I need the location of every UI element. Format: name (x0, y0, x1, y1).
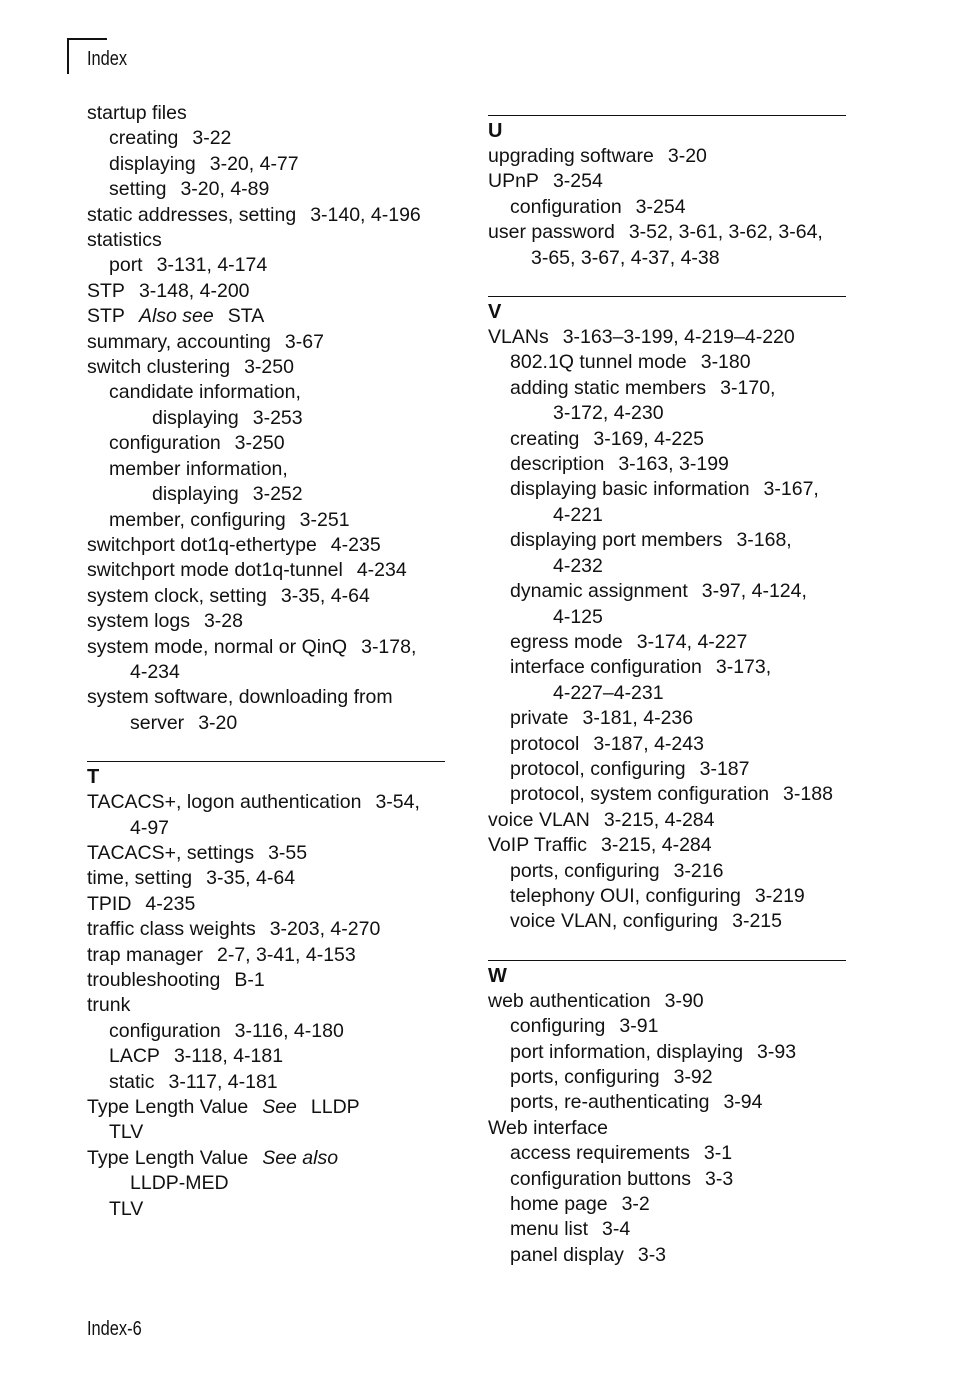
index-entry: 802.1Q tunnel mode 3-180 (510, 351, 751, 374)
index-entry: private 3-181, 4-236 (510, 707, 694, 730)
index-entry: static addresses, setting 3-140, 4-196 (87, 203, 421, 226)
index-entry: STP 3-148, 4-200 (87, 279, 250, 302)
index-entry: adding static members 3-170, (510, 376, 776, 399)
index-entry: displaying port members 3-168, (510, 529, 792, 552)
index-entry: interface configuration 3-173, (510, 656, 772, 679)
index-entry: ports, configuring 3-216 (510, 859, 724, 882)
index-entry-continuation: TLV (109, 1121, 144, 1144)
index-entry: trap manager 2-7, 3-41, 4-153 (87, 943, 356, 966)
index-entry: member, configuring 3-251 (109, 508, 350, 531)
index-entry: menu list 3-4 (510, 1218, 631, 1241)
section-t (87, 790, 447, 1222)
section-divider (87, 761, 445, 762)
index-entry: TPID 4-235 (87, 892, 196, 915)
index-entry: configuring 3-91 (510, 1015, 659, 1038)
index-entry: displaying basic information 3-167, (510, 478, 819, 501)
index-entry: creating 3-22 (109, 127, 232, 150)
index-entry-continuation: 4-232 (553, 554, 603, 577)
index-entry: ports, configuring 3-92 (510, 1066, 713, 1088)
index-entry: egress mode 3-174, 4-227 (510, 630, 748, 653)
index-entry: web authentication 3-90 (488, 989, 704, 1012)
index-entry: port 3-131, 4-174 (109, 254, 268, 277)
index-entry: configuration buttons 3-3 (510, 1167, 734, 1190)
index-entry: system software, downloading from (87, 686, 393, 709)
index-entry: protocol, configuring 3-187 (510, 757, 750, 780)
index-entry: voice VLAN 3-215, 4-284 (488, 808, 715, 831)
index-entry: trunk (87, 994, 131, 1017)
index-entry: TACACS+, logon authentication 3-54, (87, 791, 420, 814)
page-number: Index-6 (87, 1318, 142, 1340)
section-letter-u: U (488, 120, 503, 142)
index-entry-continuation: server 3-20 (130, 711, 238, 734)
section-w (488, 989, 848, 1268)
index-entry: telephony OUI, configuring 3-219 (510, 884, 805, 907)
corner-mark-horizontal (67, 38, 107, 40)
index-entry: setting 3-20, 4-89 (109, 178, 270, 201)
section-divider (488, 115, 846, 116)
index-entry: description 3-163, 3-199 (510, 453, 729, 476)
index-entry: configuration 3-250 (109, 432, 285, 455)
section-divider (488, 960, 846, 961)
index-entry: LACP 3-118, 4-181 (109, 1045, 284, 1068)
section-letter-w: W (488, 964, 507, 987)
section-letter-v: V (488, 301, 502, 324)
section-u (488, 144, 848, 271)
index-entry: panel display 3-3 (510, 1243, 667, 1266)
index-entry-cross-ref: Type Length Value See LLDP (87, 1096, 360, 1119)
index-entry: VLANs 3-163–3-199, 4-219–4-220 (488, 326, 795, 349)
index-entry: ports, re-authenticating 3-94 (510, 1091, 763, 1114)
index-entry-continuation: TLV (109, 1197, 144, 1220)
index-entry: system logs 3-28 (87, 610, 243, 633)
index-entry: system mode, normal or QinQ 3-178, (87, 635, 417, 658)
index-entry: configuration 3-116, 4-180 (109, 1019, 344, 1042)
index-entry: displaying 3-20, 4-77 (109, 152, 299, 175)
index-entry-continuation: 3-65, 3-67, 4-37, 4-38 (531, 246, 720, 269)
index-column-right (488, 101, 848, 1268)
index-entry: switch clustering 3-250 (87, 356, 294, 379)
index-entry: TACACS+, settings 3-55 (87, 841, 308, 864)
index-entry-continuation: displaying 3-253 (152, 406, 303, 429)
corner-mark-vertical (67, 38, 69, 74)
index-entry-continuation: 4-125 (553, 605, 603, 628)
index-entry: protocol, system configuration 3-188 (510, 783, 833, 806)
index-entry: VoIP Traffic 3-215, 4-284 (488, 834, 712, 857)
index-column-left (87, 101, 447, 1222)
index-entry: protocol 3-187, 4-243 (510, 732, 704, 755)
index-entry: switchport dot1q-ethertype 4-235 (87, 533, 381, 556)
index-entry-continuation: 3-172, 4-230 (553, 402, 664, 425)
index-entry: traffic class weights 3-203, 4-270 (87, 918, 381, 941)
index-entry-continuation: 4-221 (553, 503, 603, 526)
index-entry: system clock, setting 3-35, 4-64 (87, 584, 370, 607)
index-entry-continuation: 4-97 (130, 816, 170, 839)
index-entry: statistics (87, 229, 162, 252)
index-entry-continuation: displaying 3-252 (152, 483, 303, 506)
section-divider (488, 296, 846, 297)
index-entry: upgrading software 3-20 (488, 145, 707, 167)
section-s (87, 101, 447, 736)
section-v (488, 325, 848, 935)
index-entry-continuation: 4-234 (130, 660, 180, 683)
index-entry-cross-ref: Type Length Value See also (87, 1146, 339, 1169)
index-entry: switchport mode dot1q-tunnel 4-234 (87, 559, 407, 582)
index-entry: troubleshooting B-1 (87, 969, 265, 991)
index-entry: UPnP 3-254 (488, 170, 603, 193)
index-entry: Web interface (488, 1116, 608, 1139)
index-entry: user password 3-52, 3-61, 3-62, 3-64, (488, 221, 823, 244)
index-entry: summary, accounting 3-67 (87, 330, 324, 353)
index-entry: static 3-117, 4-181 (109, 1070, 278, 1093)
section-letter-t: T (87, 766, 100, 789)
index-entry-cross-ref: STP Also see STA (87, 305, 265, 328)
index-entry: creating 3-169, 4-225 (510, 427, 704, 450)
index-entry: dynamic assignment 3-97, 4-124, (510, 580, 807, 603)
running-header: Index (87, 48, 128, 70)
index-entry: time, setting 3-35, 4-64 (87, 867, 296, 890)
index-entry: member information, (109, 457, 288, 480)
index-entry: startup files (87, 102, 187, 124)
index-entry: port information, displaying 3-93 (510, 1040, 797, 1063)
index-entry: access requirements 3-1 (510, 1142, 733, 1165)
index-entry-continuation: LLDP-MED (130, 1172, 229, 1195)
index-entry: voice VLAN, configuring 3-215 (510, 910, 782, 933)
index-entry: configuration 3-254 (510, 195, 686, 218)
index-entry: candidate information, (109, 381, 301, 404)
index-entry-continuation: 4-227–4-231 (553, 681, 664, 704)
index-entry: home page 3-2 (510, 1193, 650, 1216)
